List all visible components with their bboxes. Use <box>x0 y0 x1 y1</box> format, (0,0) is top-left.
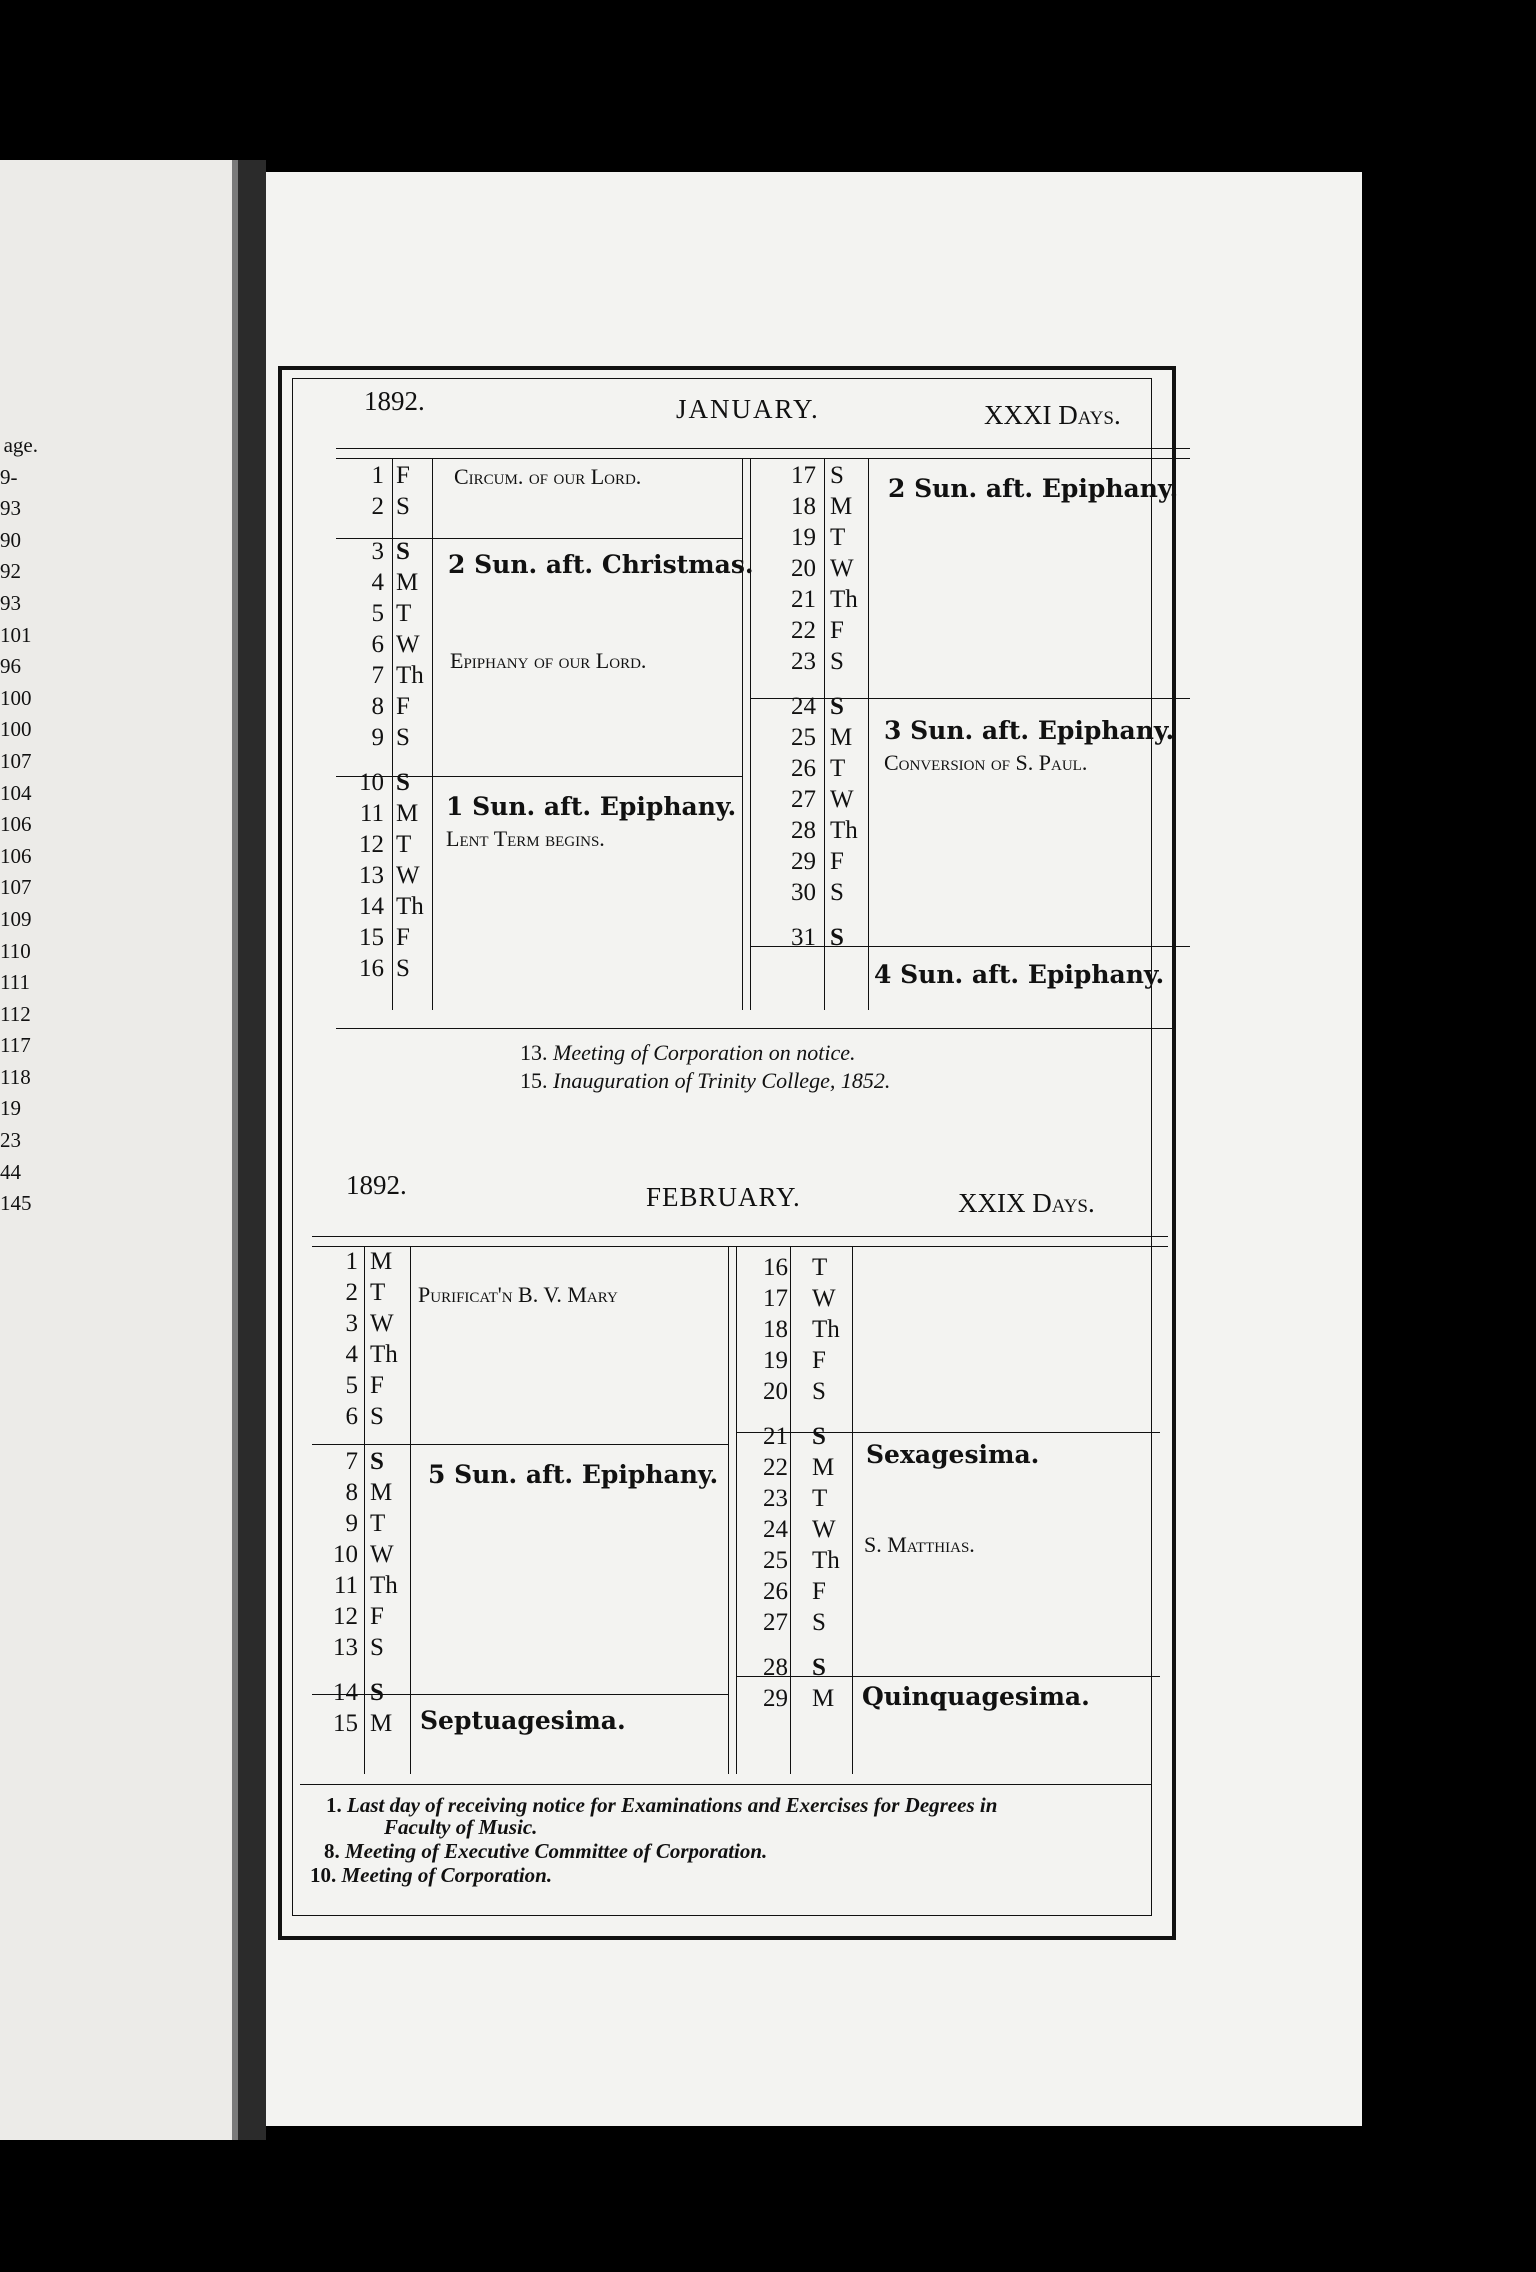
jan-day-number: 16 <box>359 955 384 982</box>
jan-day-number: 7 <box>371 662 384 689</box>
feb-weekday: S <box>812 1654 826 1681</box>
jan-event-conversion-paul: Conversion of S. Paul. <box>884 750 1088 775</box>
feb-weekday: Th <box>370 1341 398 1368</box>
index-entry: 44 <box>0 1159 21 1184</box>
feb-note-1-cont: Faculty of Music. <box>384 1815 538 1839</box>
jan-weekday: M <box>396 569 419 596</box>
feb-day-number: 28 <box>763 1654 788 1681</box>
jan-weekday: Th <box>396 662 424 689</box>
jan-day-number: 27 <box>791 786 816 813</box>
index-entry: 118 <box>0 1064 31 1089</box>
feb-day-number: 22 <box>763 1454 788 1481</box>
jan-weekday: S <box>830 648 844 675</box>
feb-note-1-num: 1. <box>326 1793 342 1817</box>
feb-weekday: F <box>370 1372 384 1399</box>
feb-day-number: 21 <box>763 1423 788 1450</box>
feb-week-rule <box>736 1432 1160 1433</box>
jan-weekday: F <box>396 462 410 489</box>
index-header: age. <box>3 433 38 457</box>
feb-weekday: M <box>812 1685 835 1712</box>
feb-weekday: W <box>812 1516 836 1543</box>
feb-day-number: 19 <box>763 1347 788 1374</box>
feb-note-1-text: Last day of receiving notice for Examinations and Exercises for Degrees in <box>347 1793 998 1817</box>
feb-header-rule-2 <box>312 1246 1168 1247</box>
jan-event-2sun-christmas: 2 Sun. aft. Christmas. <box>448 550 754 579</box>
feb-weekday: M <box>370 1479 393 1506</box>
jan-day-number: 20 <box>791 555 816 582</box>
jan-week-rule <box>750 698 1190 699</box>
feb-weekday: T <box>812 1485 828 1512</box>
jan-week-rule <box>750 946 1190 947</box>
jan-header-rule <box>336 448 1190 449</box>
jan-day-number: 15 <box>359 924 384 951</box>
feb-bottom-rule <box>300 1784 1152 1785</box>
jan-weekday: W <box>396 631 420 658</box>
feb-weekday: T <box>370 1279 386 1306</box>
jan-divider-1 <box>392 458 393 1010</box>
feb-day-number: 10 <box>333 1541 358 1568</box>
feb-day-number: 1 <box>345 1248 358 1275</box>
index-entry: 107 <box>0 748 32 773</box>
feb-day-number: 23 <box>763 1485 788 1512</box>
feb-note-3-text: Meeting of Corporation. <box>341 1863 553 1887</box>
jan-day-number: 31 <box>791 924 816 951</box>
jan-weekday: S <box>396 769 410 796</box>
jan-weekday: W <box>830 555 854 582</box>
jan-day-number: 9 <box>371 724 384 751</box>
index-entry: 109 <box>0 906 32 931</box>
jan-divider-3 <box>742 458 743 1010</box>
jan-note-1 <box>520 1040 855 1066</box>
jan-weekday: S <box>396 493 410 520</box>
feb-day-number: 13 <box>333 1634 358 1661</box>
feb-day-number: 25 <box>763 1547 788 1574</box>
feb-day-number: 18 <box>763 1316 788 1343</box>
jan-event-3sun-epiphany: 3 Sun. aft. Epiphany. <box>884 716 1175 745</box>
jan-right-days <box>758 460 816 953</box>
jan-weekday: F <box>396 693 410 720</box>
feb-day-number: 5 <box>345 1372 358 1399</box>
jan-weekday: S <box>396 538 410 565</box>
feb-weekday: W <box>370 1310 394 1337</box>
feb-weekday: S <box>812 1423 826 1450</box>
feb-event-septuagesima: Septuagesima. <box>420 1706 626 1735</box>
index-entry: 112 <box>0 1001 31 1026</box>
jan-month-title: JANUARY. <box>676 394 820 424</box>
feb-note-3 <box>310 1864 552 1886</box>
feb-weekday: S <box>370 1448 384 1475</box>
jan-weekday: S <box>396 955 410 982</box>
feb-note-2 <box>324 1840 767 1862</box>
jan-day-number: 10 <box>359 769 384 796</box>
index-entry: 100 <box>0 685 32 710</box>
feb-note-1 <box>326 1794 997 1816</box>
feb-weekday: W <box>370 1541 394 1568</box>
index-entry: 104 <box>0 780 32 805</box>
jan-weekday: S <box>830 693 844 720</box>
page-gutter <box>238 160 266 2140</box>
jan-divider-2 <box>432 458 433 1010</box>
jan-weekday: S <box>830 879 844 906</box>
index-entry: 106 <box>0 812 32 837</box>
index-entry: 100 <box>0 717 32 742</box>
feb-day-number: 20 <box>763 1378 788 1405</box>
jan-weekday: F <box>830 617 844 644</box>
feb-weekday: M <box>370 1710 393 1737</box>
jan-weekday: Th <box>830 586 858 613</box>
jan-event-circumcision: Circum. of our Lord. <box>454 464 642 489</box>
jan-day-number: 14 <box>359 893 384 920</box>
jan-weekday: S <box>396 724 410 751</box>
feb-day-number: 27 <box>763 1609 788 1636</box>
feb-weekday: Th <box>812 1316 840 1343</box>
feb-year: 1892. <box>346 1170 407 1200</box>
jan-weekday: F <box>830 848 844 875</box>
feb-day-number: 2 <box>345 1279 358 1306</box>
index-entry: 19 <box>0 1096 21 1121</box>
jan-event-2sun-epiphany: 2 Sun. aft. Epiphany. <box>888 474 1179 503</box>
feb-day-number: 24 <box>763 1516 788 1543</box>
feb-month-title: FEBRUARY. <box>646 1182 801 1212</box>
jan-note-2-num: 15. <box>520 1068 548 1093</box>
feb-divider-3 <box>728 1246 729 1774</box>
jan-weekday: M <box>830 493 853 520</box>
feb-divider-5 <box>790 1246 791 1774</box>
feb-divider-6 <box>852 1246 853 1774</box>
jan-day-number: 28 <box>791 817 816 844</box>
index-entry: 92 <box>0 559 21 584</box>
feb-note-2-text: Meeting of Executive Committee of Corporation. <box>345 1839 768 1863</box>
feb-day-number: 12 <box>333 1603 358 1630</box>
jan-event-1sun-epiphany: 1 Sun. aft. Epiphany. <box>446 792 737 821</box>
jan-day-number: 8 <box>371 693 384 720</box>
feb-note-2-num: 8. <box>324 1839 340 1863</box>
feb-weekday: F <box>812 1578 826 1605</box>
feb-weekday: F <box>812 1347 826 1374</box>
jan-day-number: 13 <box>359 862 384 889</box>
jan-day-number: 6 <box>371 631 384 658</box>
feb-day-number: 6 <box>345 1403 358 1430</box>
feb-day-number: 16 <box>763 1254 788 1281</box>
feb-left-days <box>312 1246 358 1739</box>
jan-weekday: S <box>830 462 844 489</box>
feb-day-number: 26 <box>763 1578 788 1605</box>
feb-weekday: M <box>812 1454 835 1481</box>
jan-event-epiphany: Epiphany of our Lord. <box>450 648 647 673</box>
jan-day-number: 12 <box>359 831 384 858</box>
feb-day-number: 7 <box>345 1448 358 1475</box>
jan-day-number: 24 <box>791 693 816 720</box>
jan-weekday: T <box>830 524 846 551</box>
feb-days-count: XXIX Days. <box>958 1188 1095 1218</box>
jan-day-number: 21 <box>791 586 816 613</box>
feb-day-number: 8 <box>345 1479 358 1506</box>
jan-day-number: 11 <box>359 800 384 827</box>
jan-event-4sun-epiphany: 4 Sun. aft. Epiphany. <box>874 960 1165 989</box>
jan-weekday: T <box>830 755 846 782</box>
feb-day-number: 3 <box>345 1310 358 1337</box>
jan-divider-5 <box>824 458 825 1010</box>
jan-weekday: T <box>396 831 412 858</box>
jan-weekday: Th <box>396 893 424 920</box>
jan-day-number: 26 <box>791 755 816 782</box>
jan-weekday: F <box>396 924 410 951</box>
feb-weekday: S <box>812 1609 826 1636</box>
jan-weekday: T <box>396 600 412 627</box>
jan-day-number: 5 <box>371 600 384 627</box>
jan-weekday: W <box>830 786 854 813</box>
feb-note-3-num: 10. <box>310 1863 337 1887</box>
jan-weekday: M <box>830 724 853 751</box>
index-entry: 111 <box>0 970 30 995</box>
feb-event-matthias: S. Matthias. <box>864 1532 975 1557</box>
index-entry: 110 <box>0 938 31 963</box>
index-entry: 23 <box>0 1128 21 1153</box>
jan-bottom-rule <box>336 1028 1172 1029</box>
jan-day-number: 23 <box>791 648 816 675</box>
jan-day-number: 3 <box>371 538 384 565</box>
jan-day-number: 18 <box>791 493 816 520</box>
feb-weekday: S <box>370 1634 384 1661</box>
jan-note-1-num: 13. <box>520 1040 548 1065</box>
jan-weekday: S <box>830 924 844 951</box>
jan-right-weekdays <box>830 460 866 953</box>
index-entry: 90 <box>0 527 21 552</box>
jan-left-weekdays <box>396 460 432 984</box>
feb-divider-4 <box>736 1246 737 1774</box>
feb-weekday: T <box>370 1510 386 1537</box>
jan-day-number: 29 <box>791 848 816 875</box>
feb-weekday: Th <box>812 1547 840 1574</box>
index-entry: 145 <box>0 1191 32 1216</box>
feb-day-number: 29 <box>763 1685 788 1712</box>
jan-left-days <box>340 460 384 984</box>
index-entry: 106 <box>0 843 32 868</box>
feb-event-quinquagesima: Quinquagesima. <box>862 1682 1090 1711</box>
feb-right-weekdays <box>812 1252 850 1714</box>
feb-weekday: T <box>812 1254 828 1281</box>
jan-weekday: M <box>396 800 419 827</box>
feb-event-purification: Purificat'n B. V. Mary <box>418 1282 618 1307</box>
feb-day-number: 4 <box>345 1341 358 1368</box>
feb-header-rule <box>312 1236 1168 1237</box>
jan-header-rule-2 <box>336 458 1190 459</box>
feb-weekday: M <box>370 1248 393 1275</box>
index-list <box>0 462 60 1220</box>
jan-day-number: 1 <box>371 462 384 489</box>
feb-day-number: 11 <box>333 1572 358 1599</box>
jan-note-2 <box>520 1068 890 1094</box>
jan-day-number: 17 <box>791 462 816 489</box>
index-entry: 107 <box>0 875 32 900</box>
feb-right-days <box>742 1252 788 1714</box>
jan-note-1-text: Meeting of Corporation on notice. <box>553 1040 856 1065</box>
feb-weekday: F <box>370 1603 384 1630</box>
feb-event-sexagesima: Sexagesima. <box>866 1440 1040 1469</box>
index-entry: 93 <box>0 590 21 615</box>
feb-weekday: W <box>812 1285 836 1312</box>
feb-event-5sun-epiphany: 5 Sun. aft. Epiphany. <box>428 1460 719 1489</box>
feb-left-weekdays <box>370 1246 408 1739</box>
index-entry: 9-93 <box>0 464 21 521</box>
index-entry: 96 <box>0 654 21 679</box>
jan-divider-4 <box>750 458 751 1010</box>
jan-day-number: 30 <box>791 879 816 906</box>
feb-day-number: 17 <box>763 1285 788 1312</box>
feb-week-rule <box>736 1676 1160 1677</box>
feb-weekday: S <box>370 1679 384 1706</box>
jan-divider-6 <box>868 458 869 1010</box>
jan-day-number: 25 <box>791 724 816 751</box>
feb-weekday: Th <box>370 1572 398 1599</box>
index-entry: 101 <box>0 622 32 647</box>
index-entry: 117 <box>0 1033 31 1058</box>
jan-day-number: 22 <box>791 617 816 644</box>
jan-year: 1892. <box>364 386 425 416</box>
jan-note-2-text: Inauguration of Trinity College, 1852. <box>553 1068 891 1093</box>
jan-day-number: 19 <box>791 524 816 551</box>
feb-weekday: S <box>370 1403 384 1430</box>
feb-weekday: S <box>812 1378 826 1405</box>
jan-event-lent-term: Lent Term begins. <box>446 826 605 851</box>
jan-day-number: 4 <box>371 569 384 596</box>
index-column <box>0 430 60 1220</box>
feb-day-number: 15 <box>333 1710 358 1737</box>
jan-weekday: Th <box>830 817 858 844</box>
jan-weekday: W <box>396 862 420 889</box>
jan-day-number: 2 <box>371 493 384 520</box>
feb-day-number: 14 <box>333 1679 358 1706</box>
jan-days-count: XXXI Days. <box>984 400 1121 430</box>
feb-day-number: 9 <box>345 1510 358 1537</box>
